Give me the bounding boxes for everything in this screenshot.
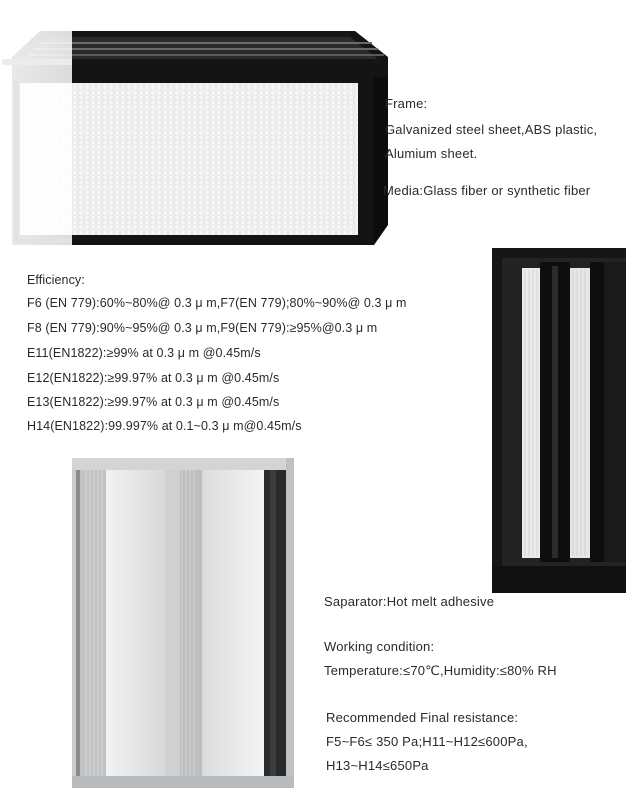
frame-material-line1: Galvanized steel sheet,ABS plastic,: [385, 122, 598, 137]
v-bank-galvanized-filter-image: [72, 458, 294, 788]
separator-text: Saparator:Hot melt adhesive: [324, 594, 495, 609]
efficiency-line: E11(EN1822):≥99% at 0.3 μ m @0.45m/s: [27, 346, 261, 360]
box-filter-image: [0, 25, 390, 250]
working-condition-line: Temperature:≤70℃,Humidity:≤80% RH: [324, 663, 557, 678]
efficiency-line: E13(EN1822):≥99.97% at 0.3 μ m @0.45m/s: [27, 395, 280, 409]
resistance-line1: F5~F6≤ 350 Pa;H11~H12≤600Pa,: [326, 734, 528, 749]
frame-material-line2: Alumium sheet.: [385, 146, 478, 161]
media-text: Media:Glass fiber or synthetic fiber: [383, 183, 591, 198]
v-bank-black-filter-image: [492, 248, 626, 593]
frame-heading: Frame:: [385, 96, 428, 111]
resistance-heading: Recommended Final resistance:: [326, 710, 519, 725]
working-condition-heading: Working condition:: [324, 639, 435, 654]
efficiency-line: H14(EN1822):99.997% at 0.1~0.3 μ m@0.45m/s: [27, 419, 302, 433]
efficiency-line: F6 (EN 779):60%~80%@ 0.3 μ m,F7(EN 779);80%~90%@ 0.3 μ m: [27, 296, 407, 310]
efficiency-heading: Efficiency:: [27, 273, 85, 287]
efficiency-line: E12(EN1822):≥99.97% at 0.3 μ m @0.45m/s: [27, 371, 280, 385]
efficiency-line: F8 (EN 779):90%~95%@ 0.3 μ m,F9(EN 779):≥95%@0.3 μ m: [27, 321, 378, 335]
resistance-line2: H13~H14≤650Pa: [326, 758, 429, 773]
